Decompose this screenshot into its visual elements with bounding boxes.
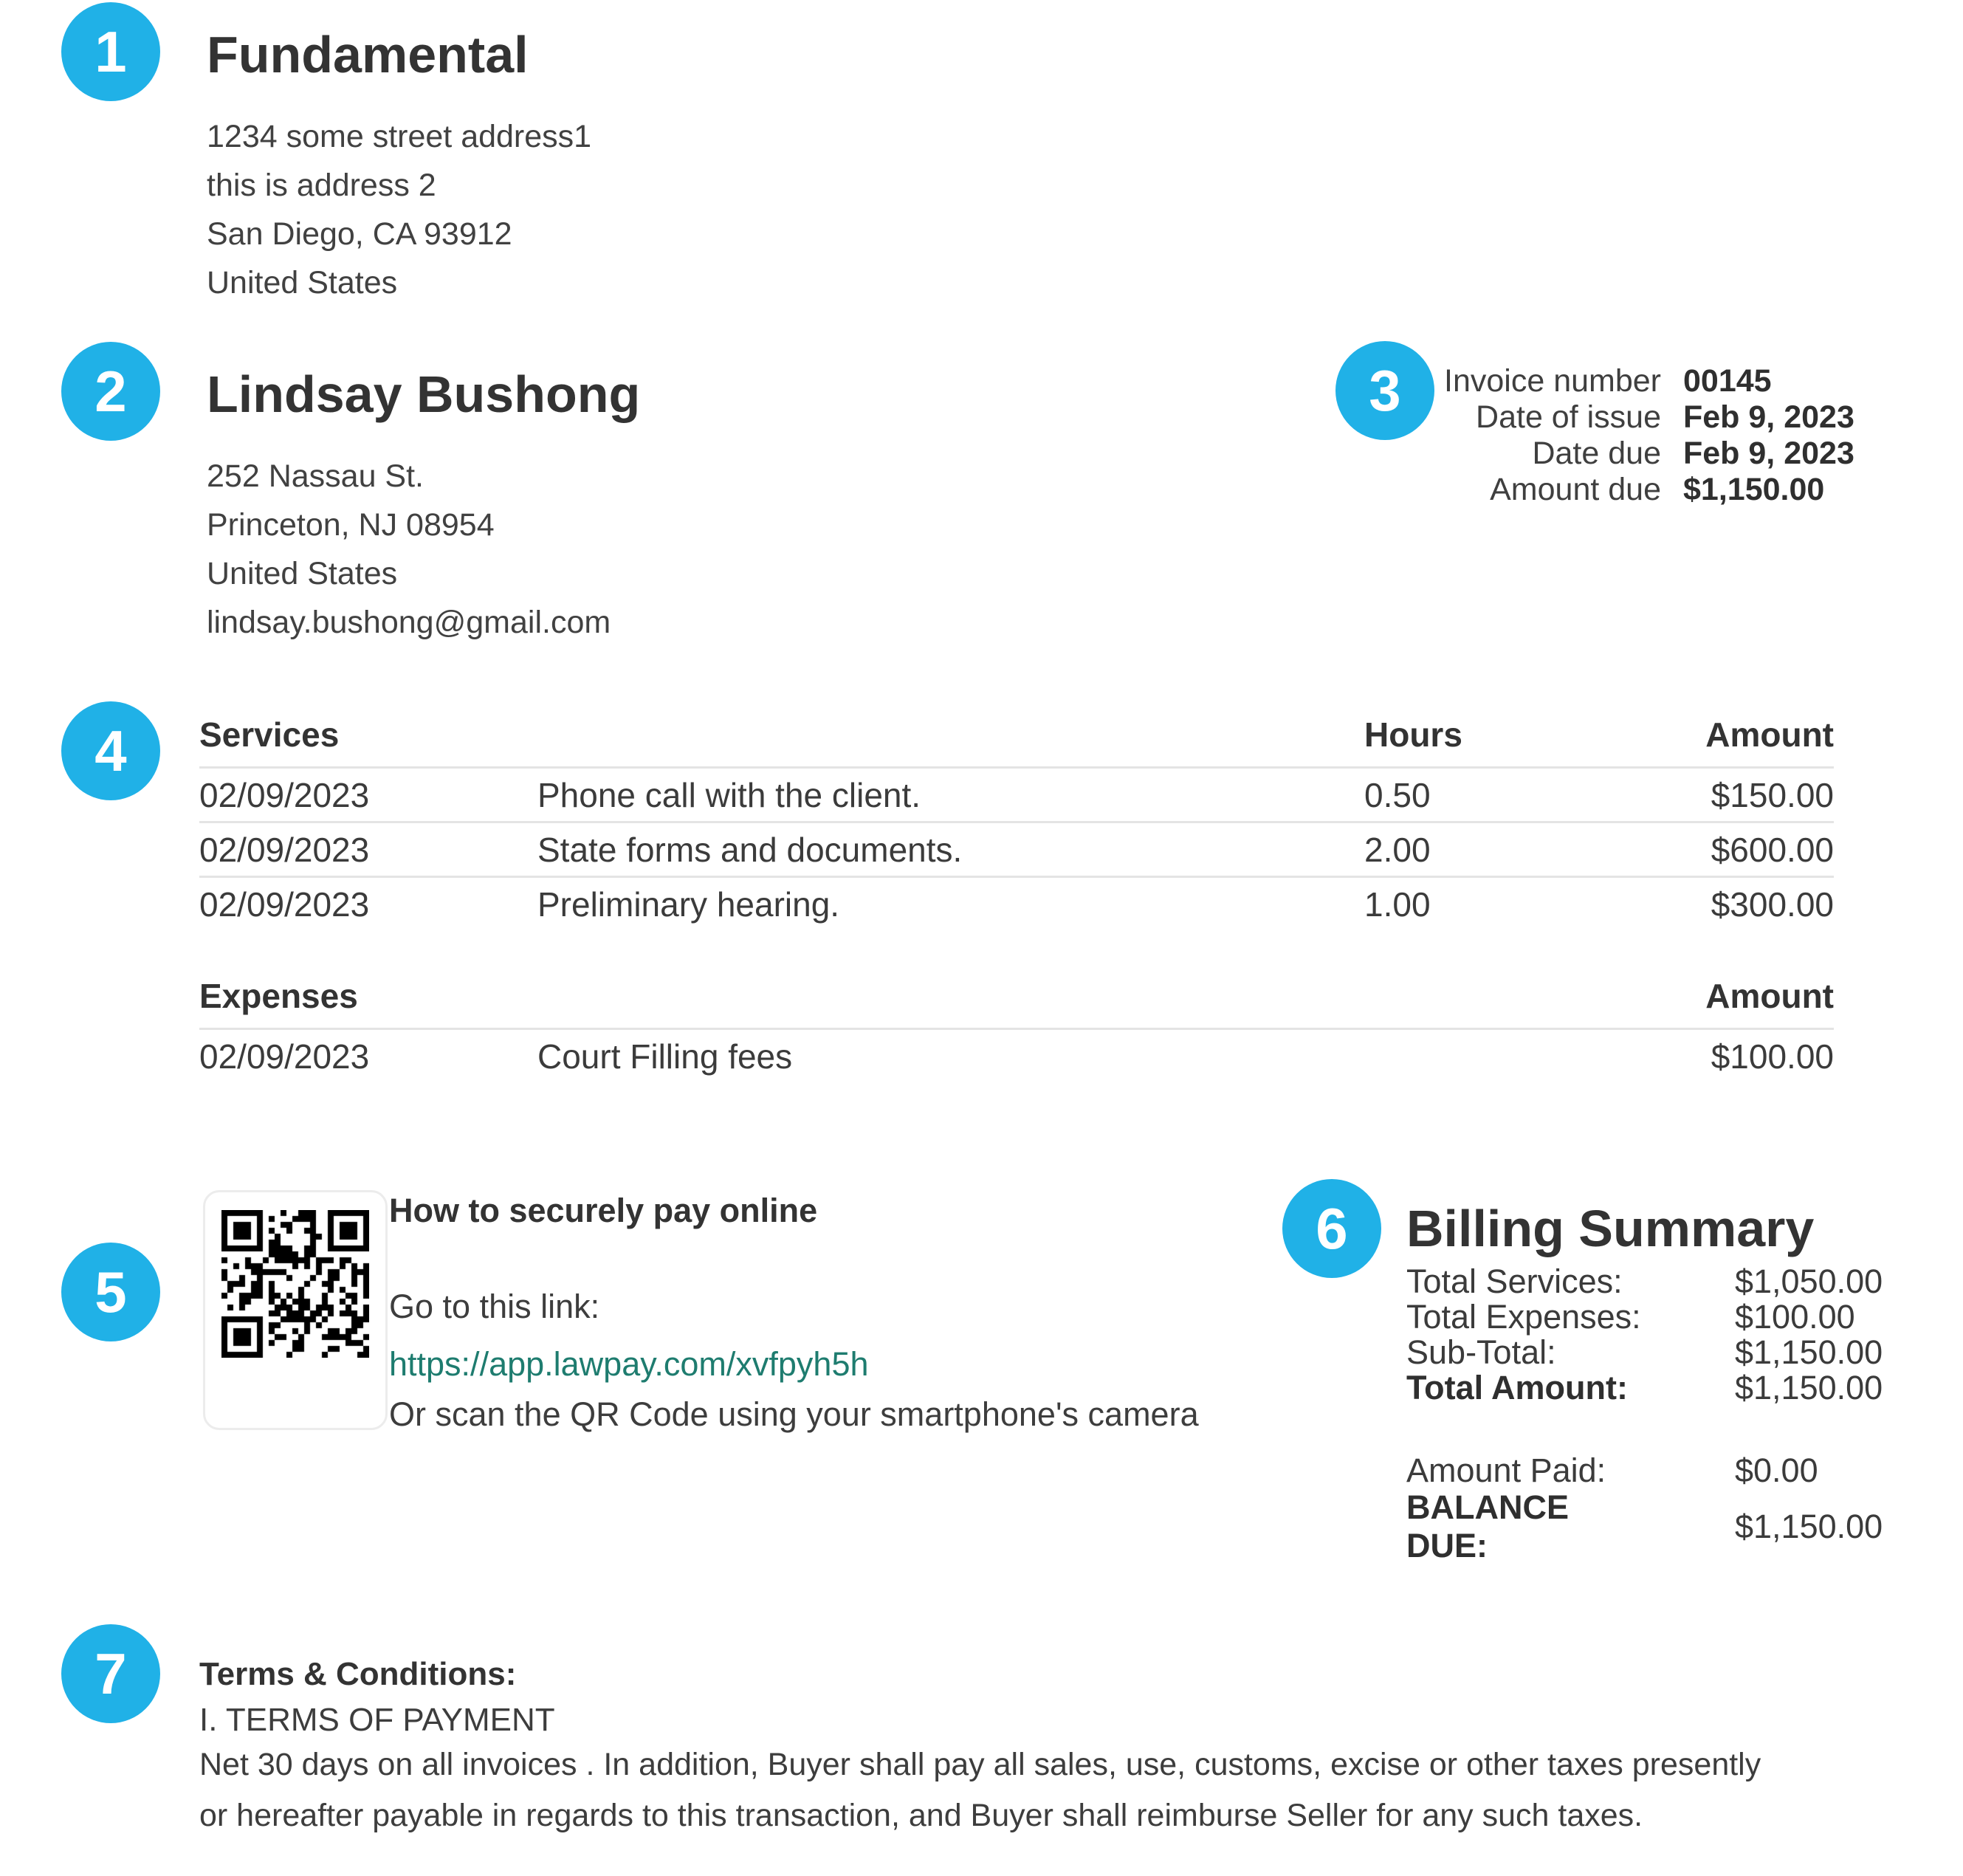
service-description: State forms and documents. <box>537 831 963 869</box>
expense-date: 02/09/2023 <box>199 1037 370 1076</box>
client-email: lindsay.bushong@gmail.com <box>207 605 611 640</box>
total-expenses-row <box>1406 1299 1883 1335</box>
services-hours-header: Hours <box>1364 715 1462 754</box>
date-due-row <box>1299 436 1854 472</box>
services-amount-header: Amount <box>1705 715 1834 754</box>
service-hours: 0.50 <box>1364 776 1431 814</box>
qr-code <box>221 1210 369 1358</box>
expenses-amount-header: Amount <box>1705 977 1834 1015</box>
company-address-line: United States <box>207 265 398 300</box>
sub-total-value: $1,150.00 <box>1735 1333 1883 1371</box>
services-table <box>199 715 1834 930</box>
billing-summary-totals <box>1406 1264 1883 1406</box>
total-expenses-value: $100.00 <box>1735 1298 1855 1336</box>
annotation-badge-6: 6 <box>1282 1179 1381 1278</box>
total-amount-value: $1,150.00 <box>1735 1369 1883 1406</box>
invoice-number-value: 00145 <box>1683 363 1772 399</box>
date-of-issue-value: Feb 9, 2023 <box>1683 399 1854 435</box>
invoice-number-label: Invoice number <box>1444 363 1661 399</box>
balance-due-row <box>1406 1488 1883 1565</box>
annotation-badge-3: 3 <box>1335 341 1434 440</box>
amount-due-label: Amount due <box>1490 472 1661 507</box>
service-hours: 2.00 <box>1364 831 1431 869</box>
company-address <box>207 112 591 307</box>
service-hours: 1.00 <box>1364 885 1431 924</box>
services-title: Services <box>199 715 340 754</box>
billing-summary-title: Billing Summary <box>1406 1200 1815 1257</box>
service-amount: $300.00 <box>1711 885 1834 924</box>
service-amount: $150.00 <box>1711 776 1834 814</box>
client-name: Lindsay Bushong <box>207 365 641 423</box>
payment-link[interactable]: https://app.lawpay.com/xvfpyh5h <box>389 1345 869 1383</box>
amount-paid-label: Amount Paid: <box>1406 1451 1606 1489</box>
amount-due-value: $1,150.00 <box>1683 472 1825 507</box>
terms-subtitle: I. TERMS OF PAYMENT <box>199 1702 555 1738</box>
annotation-badge-2: 2 <box>61 342 160 441</box>
terms-title: Terms & Conditions: <box>199 1656 517 1692</box>
table-row <box>199 1028 1834 1082</box>
date-due-value: Feb 9, 2023 <box>1683 436 1854 471</box>
company-name: Fundamental <box>207 26 529 83</box>
pay-online-title: How to securely pay online <box>389 1192 818 1229</box>
client-address <box>207 452 611 647</box>
billing-summary-balance <box>1406 1453 1883 1565</box>
qr-scan-instruction: Or scan the QR Code using your smartphone's camera <box>389 1395 1199 1433</box>
service-date: 02/09/2023 <box>199 831 370 869</box>
service-description: Phone call with the client. <box>537 776 921 814</box>
expense-description: Court Filling fees <box>537 1037 793 1076</box>
client-address-line: 252 Nassau St. <box>207 458 424 494</box>
date-of-issue-label: Date of issue <box>1476 399 1661 435</box>
sub-total-row <box>1406 1335 1883 1370</box>
sub-total-label: Sub-Total: <box>1406 1333 1556 1371</box>
amount-due-row <box>1299 472 1846 508</box>
annotation-badge-5: 5 <box>61 1243 160 1341</box>
annotation-badge-7: 7 <box>61 1624 160 1723</box>
company-address-line: 1234 some street address1 <box>207 119 592 154</box>
date-of-issue-row <box>1299 399 1854 436</box>
company-address-line: this is address 2 <box>207 168 436 203</box>
service-date: 02/09/2023 <box>199 885 370 924</box>
total-services-row <box>1406 1264 1883 1299</box>
table-row <box>199 821 1834 876</box>
balance-due-value: $1,150.00 <box>1735 1508 1883 1545</box>
pay-link-intro: Go to this link: <box>389 1288 600 1325</box>
total-amount-row <box>1406 1370 1883 1406</box>
balance-due-label: BALANCE DUE: <box>1406 1488 1569 1564</box>
date-due-label: Date due <box>1532 436 1661 471</box>
total-services-value: $1,050.00 <box>1735 1262 1883 1300</box>
total-amount-label: Total Amount: <box>1406 1369 1628 1406</box>
table-row <box>199 876 1834 930</box>
service-date: 02/09/2023 <box>199 776 370 814</box>
client-address-line: United States <box>207 556 398 591</box>
company-address-line: San Diego, CA 93912 <box>207 216 512 252</box>
annotation-badge-4: 4 <box>61 701 160 800</box>
amount-paid-value: $0.00 <box>1735 1451 1818 1489</box>
invoice-number-row <box>1299 363 1846 399</box>
annotation-badge-1: 1 <box>61 2 160 101</box>
expenses-title: Expenses <box>199 977 358 1015</box>
expense-amount: $100.00 <box>1711 1037 1834 1076</box>
expenses-header-row <box>199 976 1834 1028</box>
amount-paid-row <box>1406 1453 1883 1488</box>
service-amount: $600.00 <box>1711 831 1834 869</box>
services-header-row <box>199 715 1834 766</box>
total-services-label: Total Services: <box>1406 1262 1623 1300</box>
total-expenses-label: Total Expenses: <box>1406 1298 1641 1336</box>
expenses-table <box>199 976 1834 1082</box>
table-row <box>199 766 1834 821</box>
client-address-line: Princeton, NJ 08954 <box>207 507 495 543</box>
terms-body: Net 30 days on all invoices . In addition, Buyer shall pay all sales, use, customs, excise or other taxes presently or hereafter payable in regards to this transaction, and Buyer shall reimburse Seller for any such taxes. <box>199 1747 1761 1833</box>
qr-code-card <box>203 1190 388 1430</box>
invoice-meta <box>1299 363 1854 508</box>
service-description: Preliminary hearing. <box>537 885 840 924</box>
